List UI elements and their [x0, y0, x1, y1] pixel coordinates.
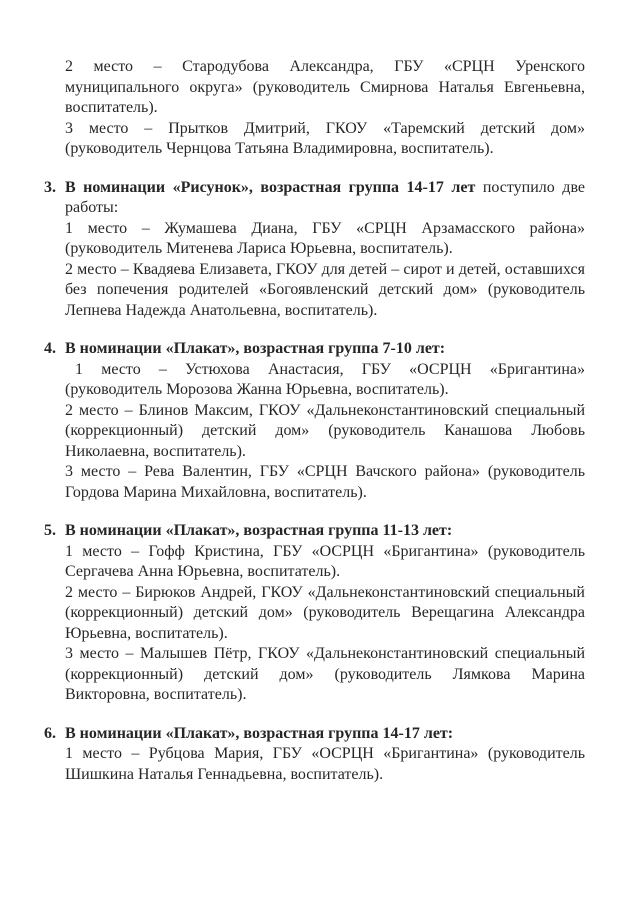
- section-heading: В номинации «Плакат», возрастная группа 14-17 лет:: [65, 724, 454, 742]
- contest-entry-paragraph: 3 место – Прытков Дмитрий, ГКОУ «Таремский детский дом» (руководитель Чернцова Татьяна Владимировна, воспитатель).: [65, 119, 585, 157]
- section-heading-paragraph: [44, 521, 585, 542]
- section-number: 3.: [44, 178, 56, 196]
- nomination-section-4: [44, 339, 585, 503]
- section-heading: В номинации «Рисунок», возрастная группа 14-17 лет: [65, 178, 476, 196]
- nomination-section-6: [44, 724, 585, 786]
- nomination-section-5: [44, 521, 585, 706]
- contest-entry-paragraph: 2 место – Блинов Максим, ГКОУ «Дальнеконстантиновский специальный (коррекционный) детский дом» (руководитель Канашова Любовь Николаевна, воспитатель).: [65, 401, 585, 460]
- section-heading-paragraph: [44, 339, 585, 360]
- section-number: 6.: [44, 724, 56, 742]
- contest-entry-paragraph: 2 место – Бирюков Андрей, ГКОУ «Дальнеконстантиновский специальный (коррекционный) детский дом» (руководитель Верещагина Александра Юрьевна, воспитатель).: [65, 583, 585, 642]
- section-heading: В номинации «Плакат», возрастная группа 11-13 лет:: [65, 522, 453, 539]
- section-heading: В номинации «Плакат», возрастная группа 7-10 лет:: [65, 340, 446, 357]
- contest-entry-paragraph: 2 место – Стародубова Александра, ГБУ «СРЦН Уренского муниципального округа» (руководитель Смирнова Наталья Евгеньевна, воспитатель).: [65, 58, 585, 116]
- nomination-section-3: [44, 178, 586, 322]
- section-number: 5.: [44, 522, 56, 539]
- contest-entry-paragraph: 3 место – Малышев Пётр, ГКОУ «Дальнеконстантиновский специальный (коррекционный) детский дом» (руководитель Лямкова Марина Викторовна, воспитатель).: [65, 645, 585, 703]
- contest-entry-paragraph: 1 место – Устюхова Анастасия, ГБУ «ОСРЦН «Бригантина» (руководитель Морозова Жанна Юрьевна, воспитатель).: [65, 360, 585, 398]
- contest-entry-paragraph: 2 место – Квадяева Елизавета, ГКОУ для детей – сирот и детей, оставшихся без попечения родителей «Богоявленский детский дом» (руководитель Лепнева Надежда Анатольевна, воспитатель).: [65, 260, 585, 319]
- contest-entry-paragraph: 1 место – Гофф Кристина, ГБУ «ОСРЦН «Бригантина» (руководитель Сергачева Анна Юрьевна, воспитатель).: [65, 542, 585, 580]
- section-heading-paragraph: [44, 178, 586, 219]
- contest-entry-paragraph: 1 место – Рубцова Мария, ГБУ «ОСРЦН «Бригантина» (руководитель Шишкина Наталья Геннадьевна, воспитатель).: [65, 745, 585, 783]
- contest-entry-paragraph: 1 место – Жумашева Диана, ГБУ «СРЦН Арзамасского района» (руководитель Митенева Лариса Юрьевна, воспитатель).: [65, 219, 585, 257]
- section-heading-paragraph: [44, 724, 585, 745]
- contest-entry-paragraph: 3 место – Рева Валентин, ГБУ «СРЦН Вачского района» (руководитель Гордова Марина Михайловна, воспитатель).: [65, 463, 585, 501]
- section-number: 4.: [44, 340, 56, 357]
- section-heading-tail: поступило две работы:: [65, 178, 586, 216]
